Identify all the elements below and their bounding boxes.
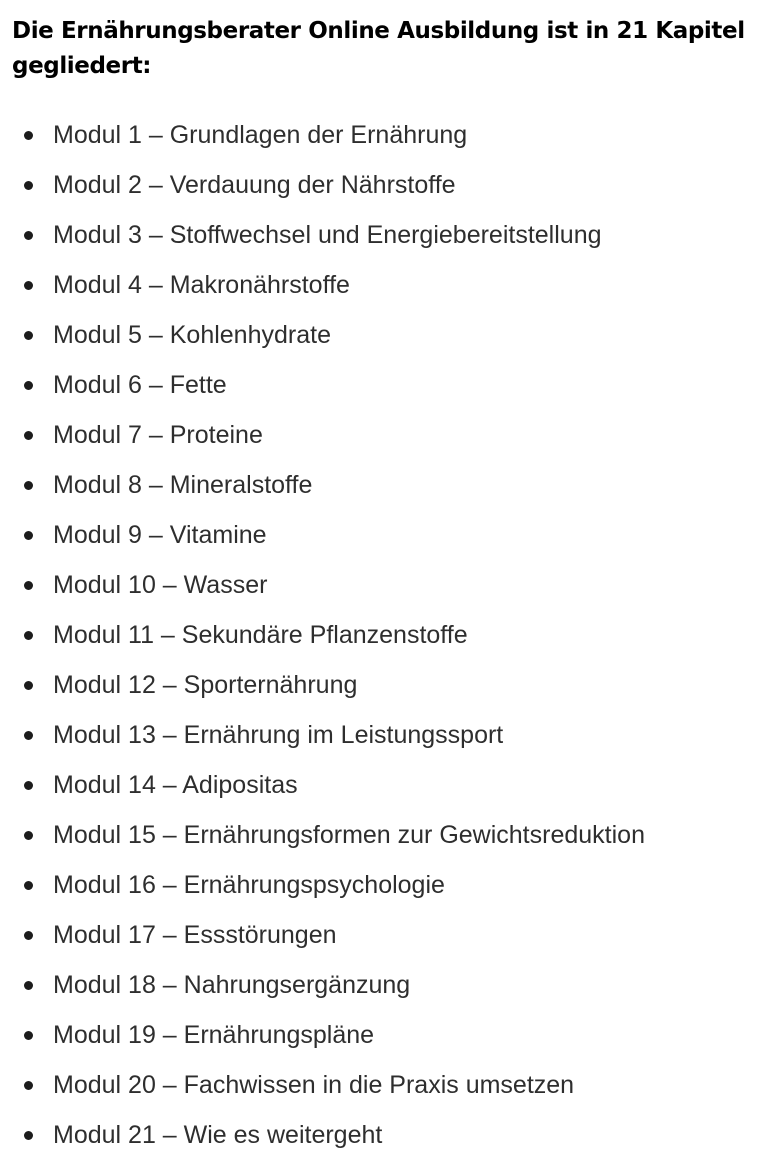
bullet-icon — [24, 531, 33, 540]
bullet-icon — [24, 931, 33, 940]
module-item-11 — [12, 617, 767, 667]
bullet-icon — [24, 681, 33, 690]
module-label: Modul 19 – Ernährungspläne — [53, 1021, 375, 1049]
module-label: Modul 8 – Mineralstoffe — [53, 471, 313, 499]
module-label: Modul 18 – Nahrungsergänzung — [53, 971, 411, 999]
module-label: Modul 20 – Fachwissen in die Praxis umsetzen — [53, 1071, 575, 1099]
module-item-20 — [12, 1067, 767, 1117]
bullet-icon — [24, 1081, 33, 1090]
module-label: Modul 7 – Proteine — [53, 421, 263, 449]
bullet-icon — [24, 1131, 33, 1140]
module-label: Modul 13 – Ernährung im Leistungssport — [53, 721, 504, 749]
section-heading: Die Ernährungsberater Online Ausbildung ist in 21 Kapitel gegliedert: — [12, 18, 745, 79]
bullet-icon — [24, 731, 33, 740]
module-label: Modul 10 – Wasser — [53, 571, 268, 599]
module-label: Modul 3 – Stoffwechsel und Energiebereitstellung — [53, 221, 602, 249]
module-item-5 — [12, 317, 767, 367]
bullet-icon — [24, 981, 33, 990]
module-item-13 — [12, 717, 767, 767]
module-label: Modul 11 – Sekundäre Pflanzenstoffe — [53, 621, 468, 649]
module-item-7 — [12, 417, 767, 467]
bullet-icon — [24, 831, 33, 840]
module-label: Modul 15 – Ernährungsformen zur Gewichtsreduktion — [53, 821, 645, 849]
module-label: Modul 16 – Ernährungspsychologie — [53, 871, 445, 899]
module-item-21 — [12, 1117, 767, 1167]
bullet-icon — [24, 631, 33, 640]
bullet-icon — [24, 381, 33, 390]
module-item-8 — [12, 467, 767, 517]
bullet-icon — [24, 131, 33, 140]
module-item-1 — [12, 117, 767, 167]
course-overview — [12, 14, 767, 1149]
module-item-15 — [12, 817, 767, 867]
bullet-icon — [24, 581, 33, 590]
module-item-2 — [12, 167, 767, 217]
module-item-6 — [12, 367, 767, 417]
module-item-10 — [12, 567, 767, 617]
module-item-12 — [12, 667, 767, 717]
module-item-17 — [12, 917, 767, 967]
module-label: Modul 9 – Vitamine — [53, 521, 267, 549]
module-label: Modul 1 – Grundlagen der Ernährung — [53, 121, 468, 149]
module-label: Modul 2 – Verdauung der Nährstoffe — [53, 171, 456, 199]
module-item-3 — [12, 217, 767, 267]
module-item-9 — [12, 517, 767, 567]
module-label: Modul 6 – Fette — [53, 371, 227, 399]
bullet-icon — [24, 181, 33, 190]
module-label: Modul 4 – Makronährstoffe — [53, 271, 350, 299]
bullet-icon — [24, 231, 33, 240]
module-item-4 — [12, 267, 767, 317]
bullet-icon — [24, 781, 33, 790]
bullet-icon — [24, 881, 33, 890]
module-label: Modul 14 – Adipositas — [53, 771, 298, 799]
module-label: Modul 17 – Essstörungen — [53, 921, 337, 949]
bullet-icon — [24, 281, 33, 290]
module-list — [12, 117, 767, 1167]
module-item-14 — [12, 767, 767, 817]
bullet-icon — [24, 331, 33, 340]
module-item-18 — [12, 967, 767, 1017]
module-label: Modul 5 – Kohlenhydrate — [53, 321, 331, 349]
bullet-icon — [24, 1031, 33, 1040]
bullet-icon — [24, 431, 33, 440]
module-label: Modul 12 – Sporternährung — [53, 671, 358, 699]
module-label: Modul 21 – Wie es weitergeht — [53, 1121, 383, 1149]
module-item-19 — [12, 1017, 767, 1067]
bullet-icon — [24, 481, 33, 490]
module-item-16 — [12, 867, 767, 917]
